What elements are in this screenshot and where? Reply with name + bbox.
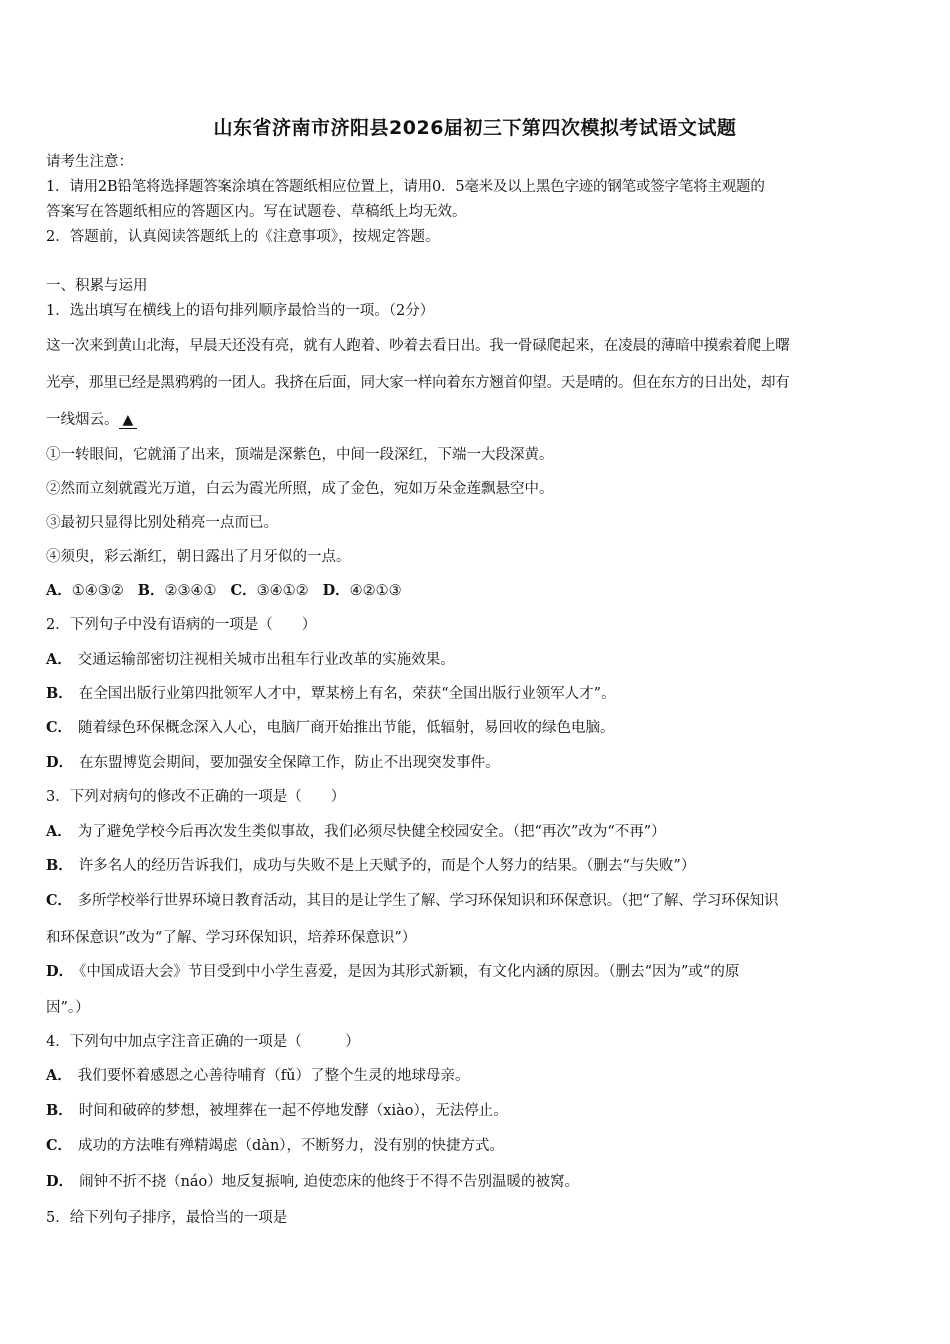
notice-item-2: 2．答题前，认真阅读答题纸上的《注意事项》，按规定答题。 <box>46 229 440 245</box>
notice-heading: 请考生注意： <box>46 154 133 170</box>
option-d: ④②①③ <box>349 583 402 599</box>
option-a-label: A． <box>46 582 72 599</box>
question-3-option-c-line-2: 和环保意识”改为“了解、学习环保知识，培养环保意识”） <box>46 930 417 946</box>
option-label: B． <box>46 1102 73 1119</box>
option-text: 许多名人的经历告诉我们，成功与失败不是上天赋予的，而是个人努力的结果。（删去“与失败”） <box>78 858 696 874</box>
option-label: D． <box>46 963 74 980</box>
section-heading: 一、积累与运用 <box>46 278 148 294</box>
option-text: 交通运输部密切注视相关城市出租车行业改革的实施效果。 <box>77 652 455 668</box>
option-label: C． <box>46 892 72 909</box>
question-1-stem: 1．选出填写在横线上的语句排列顺序最恰当的一项。（2分） <box>46 303 435 319</box>
option-b: ②③④① <box>164 583 217 599</box>
option-label: A． <box>46 651 72 668</box>
question-4-option-a <box>46 1066 910 1086</box>
option-label: B． <box>46 685 73 702</box>
question-1-options <box>46 581 910 601</box>
question-1-passage-line-1: 这一次来到黄山北海，早晨天还没有亮，就有人跑着、吵着去看日出。我一骨碌爬起来，在凌晨的薄暗中摸索着爬上曙 <box>46 338 790 354</box>
option-text: 我们要怀着感恩之心善待哺育（fǔ）了整个生灵的地球母亲。 <box>77 1068 470 1084</box>
question-2-stem: 2．下列句子中没有语病的一项是（ ） <box>46 617 317 633</box>
question-3-option-d-line-1 <box>46 962 910 982</box>
sentence-1: ①一转眼间，它就涌了出来，顶端是深紫色，中间一段深红，下端一大段深黄。 <box>46 447 554 463</box>
question-2-option-a <box>46 650 910 670</box>
option-label: A． <box>46 823 72 840</box>
sentence-3: ③最初只显得比别处稍亮一点而已。 <box>46 515 278 531</box>
option-c: ③④①② <box>256 583 309 599</box>
question-3-option-d-line-2: 因”。） <box>46 1000 90 1016</box>
option-label: C． <box>46 719 73 736</box>
question-2-option-d <box>46 753 910 773</box>
option-a: ①④③② <box>71 583 124 599</box>
question-4-stem: 4．下列句中加点字注音正确的一项是（ ） <box>46 1034 360 1050</box>
question-4-option-d <box>46 1172 910 1192</box>
question-3-option-b <box>46 856 910 876</box>
option-label: D． <box>46 754 74 771</box>
option-text: 多所学校举行世界环境日教育活动，其目的是让学生了解、学习环保知识和环保意识。（把“了解、学习环保知识 <box>77 893 779 909</box>
question-3-stem: 3．下列对病句的修改不正确的一项是（ ） <box>46 789 346 805</box>
option-text: 随着绿色环保概念深入人心，电脑厂商开始推出节能，低辐射，易回收的绿色电脑。 <box>78 720 615 736</box>
question-4-option-c <box>46 1136 910 1156</box>
option-c-label: C． <box>230 582 257 599</box>
option-text: 闹钟不折不挠（náo）地反复振响, 迫使恋床的他终于不得不告别温暖的被窝。 <box>79 1174 580 1190</box>
notice-item-1-line-2: 答案写在答题纸相应的答题区内。写在试题卷、草稿纸上均无效。 <box>46 204 467 220</box>
question-1-passage-line-2: 光亭，那里已经是黑鸦鸦的一团人。我挤在后面，同大家一样向着东方翘首仰望。天是晴的。但在东方的日出处，却有 <box>46 375 790 391</box>
question-5-stem: 5．给下列句子排序，最恰当的一项是 <box>46 1210 288 1226</box>
option-text: 在全国出版行业第四批领军人才中，覃某榜上有名，荣获“全国出版行业领军人才”。 <box>78 686 616 702</box>
option-d-label: D． <box>322 582 350 599</box>
passage-text: 一线烟云。 <box>46 412 119 428</box>
question-4-option-b <box>46 1101 910 1121</box>
page-title: 山东省济南市济阳县2026届初三下第四次模拟考试语文试题 <box>213 117 737 139</box>
option-text: 在东盟博览会期间，要加强安全保障工作，防止不出现突发事件。 <box>79 755 500 771</box>
notice-item-1-line-1: 1．请用2B铅笔将选择题答案涂填在答题纸相应位置上，请用0．5毫米及以上黑色字迹的钢笔或签字笔将主观题的 <box>46 179 765 195</box>
question-3-option-c-line-1 <box>46 891 910 911</box>
option-label: C． <box>46 1137 73 1154</box>
question-3-option-a <box>46 822 910 842</box>
option-b-label: B． <box>137 582 165 599</box>
option-label: B． <box>46 857 73 874</box>
question-2-option-c <box>46 718 910 738</box>
sentence-2: ②然而立刻就霞光万道，白云为霞光所照，成了金色，宛如万朵金莲飘悬空中。 <box>46 481 554 497</box>
option-text: 成功的方法唯有殚精竭虑（dàn），不断努力，没有别的快捷方式。 <box>78 1138 505 1154</box>
option-text: 为了避免学校今后再次发生类似事故，我们必须尽快健全校园安全。（把“再次”改为“不再”） <box>77 824 666 840</box>
option-text: 《中国成语大会》节目受到中小学生喜爱，是因为其形式新颖，有文化内涵的原因。（删去“因为”或“的原 <box>79 964 740 980</box>
option-label: A． <box>46 1067 72 1084</box>
blank-triangle-marker: ▲ <box>119 412 138 429</box>
option-text: 时间和破碎的梦想，被埋葬在一起不停地发酵（xiào），无法停止。 <box>78 1103 508 1119</box>
question-1-passage-line-3 <box>46 410 910 430</box>
sentence-4: ④须臾，彩云渐红，朝日露出了月牙似的一点。 <box>46 549 351 565</box>
question-2-option-b <box>46 684 910 704</box>
option-label: D． <box>46 1173 74 1190</box>
